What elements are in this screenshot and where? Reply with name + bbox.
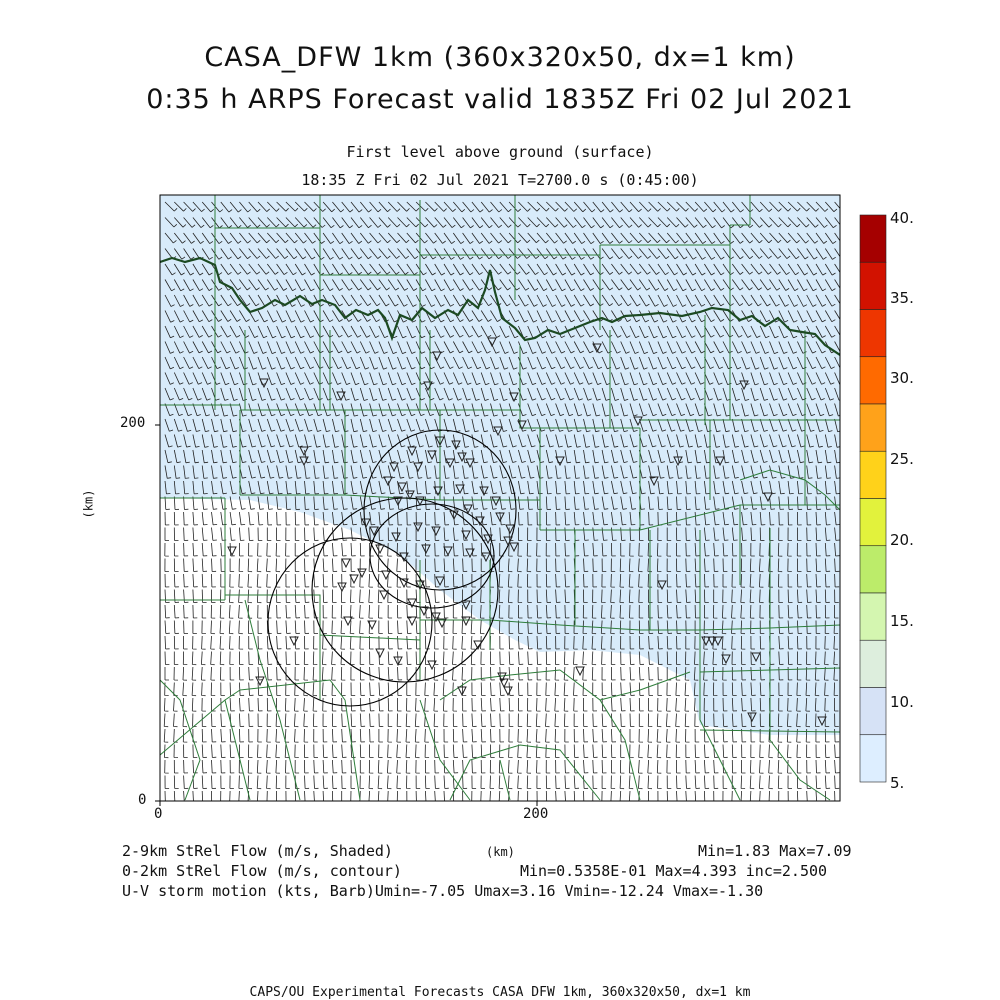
colorbar-label-10: 10.	[890, 693, 914, 711]
level-subtitle: First level above ground (surface)	[346, 143, 654, 161]
colorbar-label-25: 25.	[890, 450, 914, 468]
title-line-1: CASA_DFW 1km (360x320x50, dx=1 km)	[204, 42, 796, 73]
colorbar-label-30: 30.	[890, 369, 914, 387]
colorbar-label-20: 20.	[890, 531, 914, 549]
legend-contour-minmax: Min=0.5358E-01 Max=4.393 inc=2.500	[520, 862, 828, 880]
footer-credit: CAPS/OU Experimental Forecasts CASA DFW 1km, 360x320x50, dx=1 km	[249, 985, 751, 1000]
time-subtitle: 18:35 Z Fri 02 Jul 2021 T=2700.0 s (0:45:00)	[301, 171, 699, 189]
x-tick-label-0: 0	[154, 806, 163, 822]
colorbar-label-35: 35.	[890, 289, 914, 307]
colorbar	[860, 215, 886, 782]
legend-shaded-field: 2-9km StRel Flow (m/s, Shaded)	[122, 842, 393, 860]
colorbar-segment	[860, 404, 886, 451]
colorbar-segment	[860, 640, 886, 687]
colorbar-segment	[860, 735, 886, 782]
title-line-2: 0:35 h ARPS Forecast valid 1835Z Fri 02 Jul 2021	[146, 84, 854, 115]
legend-shaded-minmax: Min=1.83 Max=7.09	[698, 842, 852, 860]
colorbar-segment	[860, 451, 886, 498]
y-tick-label-200: 200	[120, 415, 146, 431]
x-axis-label: (km)	[486, 845, 515, 859]
colorbar-segment	[860, 215, 886, 262]
legend-contour-field: 0-2km StRel Flow (m/s, contour)	[122, 862, 402, 880]
y-axis-label: (km)	[81, 489, 96, 519]
colorbar-label-15: 15.	[890, 612, 914, 630]
colorbar-segment	[860, 310, 886, 357]
colorbar-segment	[860, 262, 886, 309]
colorbar-segment	[860, 688, 886, 735]
legend-barb-storm-motion: U-V storm motion (kts, Barb)Umin=-7.05 Umax=3.16 Vmin=-12.24 Vmax=-1.30	[122, 882, 764, 900]
x-tick-label-200: 200	[523, 806, 549, 822]
colorbar-segment	[860, 593, 886, 640]
colorbar-segment	[860, 357, 886, 404]
colorbar-label-40: 40.	[890, 209, 914, 227]
colorbar-label-5: 5.	[890, 774, 905, 792]
y-tick-label-0: 0	[138, 792, 147, 808]
colorbar-segment	[860, 499, 886, 546]
colorbar-segment	[860, 546, 886, 593]
